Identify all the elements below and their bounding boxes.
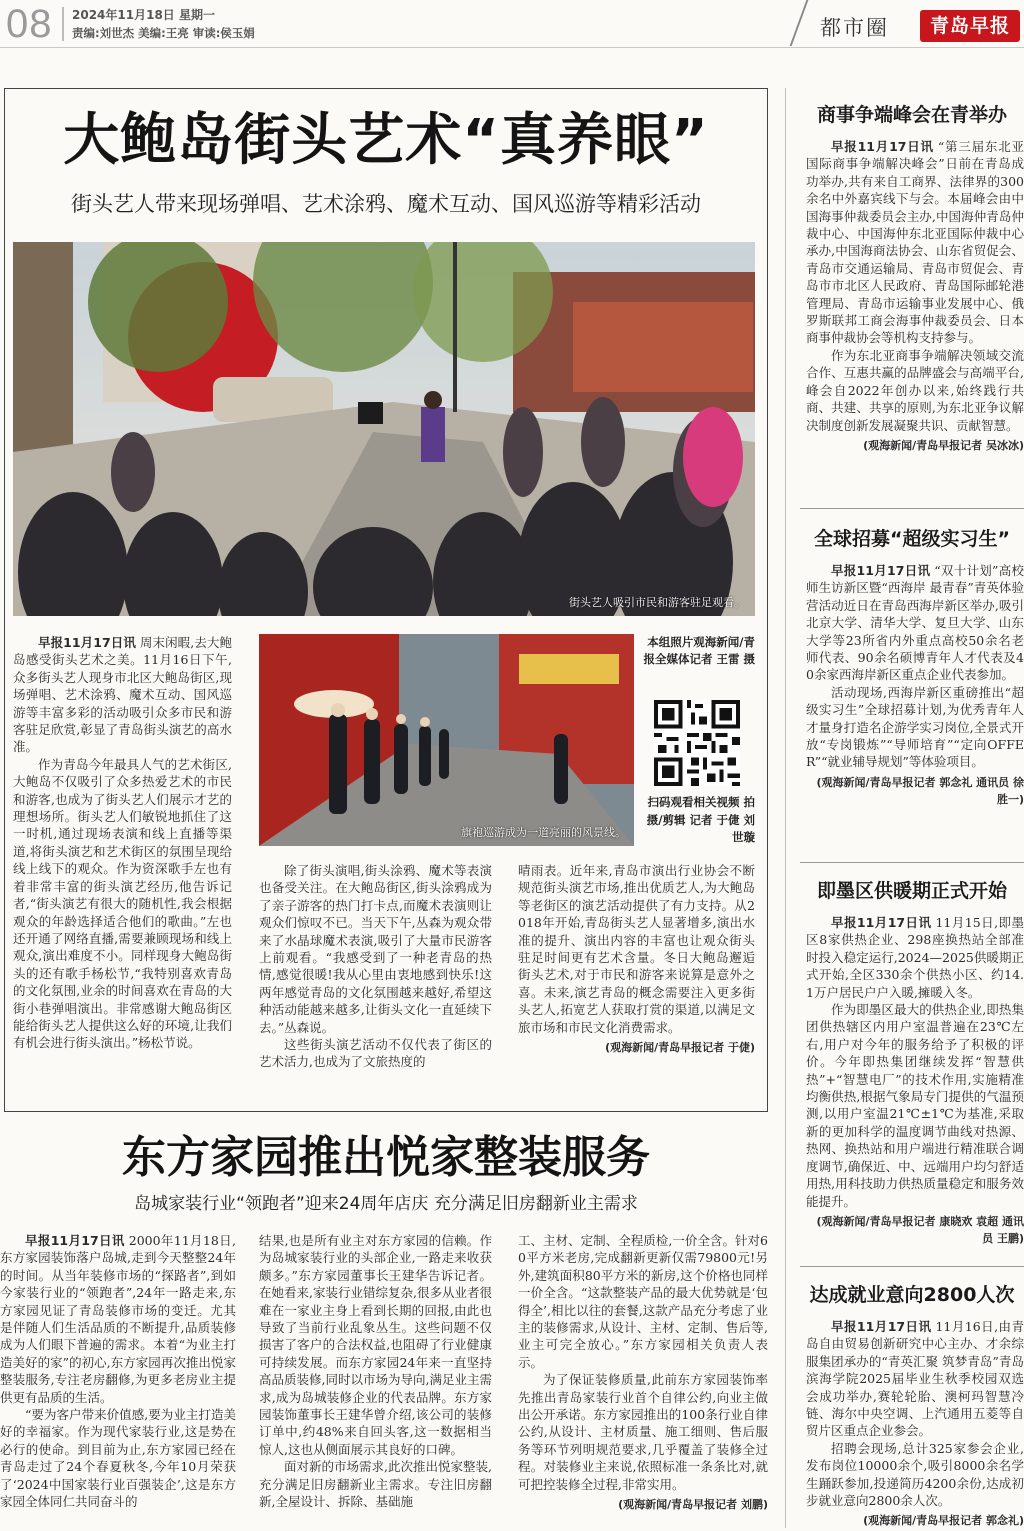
second-col2: 结果,也是所有业主对东方家园的信赖。作为岛城家装行业的头部企业,一路走来收获颇多。”东方家园董事长王建华告诉记者。在她看来,家装行业错综复杂,很多从业者很难在一家业主身上看到长期的回报,由此也导致了当前行业乱象丛生。这些问题不仅损害了客户的合法权益,也阻碍了行业健康可持续发展。而东方家园24年来一直坚持高品质装修,同时以市场为导向,满足业主需求,成为岛城装修企业的代表品牌。东方家园装饰董事长王建华曾介绍,该公司的装修订单中,约48%来自回头客,这一数据相当惊人,这也从侧面展示其良好的口碑。 面对新的市场需求,此次推出悦家整装,充分满足旧房翻新业主需求。专注旧房翻新,全屋设计、拆除、基础施 (259, 1233, 492, 1510)
sidebar-headline-3: 即墨区供暖期正式开始 (816, 880, 1007, 902)
feature-col1: 早报11月17日讯 周末闲暇,去大鲍岛感受街头艺术之美。11月16日下午,众多街头艺人现身市北区大鲍岛街区,现场弹唱、艺术涂鸦、魔术互动、国风巡游等丰富多彩的活动吸引众多市民和游客驻足欣赏,彰显了青岛街头演艺的高水准。 作为青岛今年最具人气的艺术街区,大鲍岛不仅吸引了众多热爱艺术的市民和游客,也成为了街头艺人们展示才艺的理想场所。街头艺人们敏锐地抓住了这一时机,通过现场表演和线上直播等渠道,将街头演艺和艺术街区的氛围呈现给线上线下的观众。作为资深歌手左也有着非常丰富的街头演艺经历,他告诉记者,“街头演艺有很大的随机性,我会根据观众的年龄选择适合他们的歌曲。”左也还开通了网络直播,需要兼顾现场和线上观众,演出难度不小。同样现身大鲍岛街头的还有歌手杨松节,“我特别喜欢青岛的文化氛围,业余的时间喜欢在青岛的大街小巷弹唱演出。非常感谢大鲍岛街区能给街头艺人提供这么好的环境,让我们有机会进行街头演出。”杨松节说。 (13, 635, 232, 1051)
sidebar-story-3: 早报11月17日讯 11月15日,即墨区8家供热企业、298座换热站全部准时投入稳定运行,2024—2025供暖期正式开始,全区330余个供热小区、约14.1万户居民户户入暖,擁暖入冬。 作为即墨区最大的供热企业,即热集团供热辖区内用户室温普遍在23℃左右,用户对今年的服务给予了积极的评价。今年即热集团继续发挥“智慧供热”+“智慧电厂”的技术作用,实施精准均衡供热,根据气象局专门提供的气温预测,以用户室温21℃±1℃为基准,采取新的更加科学的温度调节曲线对热源、热网、换热站和用户端进行精准联合调度调节,确保近、中、远端用户均匀舒适用热,用科技助力供热质量稳定和服务效能提升。 (观海新闻/青岛早报记者 康晓欢 袁超 通讯员 王鹏) (806, 915, 1024, 1246)
feature-headline: 大鲍岛街头艺术“真养眼” (63, 108, 709, 173)
sidebar-headline-2: 全球招募“超级实习生” (814, 528, 1010, 550)
feature-byline: (观海新闻/青岛早报记者 于倢) (605, 1041, 755, 1055)
second-subheadline: 岛城家装行业“领跑者”迎来24周年店庆 充分满足旧房翻新业主需求 (134, 1194, 638, 1214)
issue-date: 2024年11月18日 星期一 (72, 8, 215, 22)
second-headline: 东方家园推出悦家整装服务 (122, 1132, 650, 1183)
paper-name: 青岛早报 (929, 15, 1010, 37)
feature-lead: 早报11月17日讯 (38, 635, 136, 650)
photo1-caption: 街头艺人吸引市民和游客驻足观看。 (569, 596, 745, 609)
section-name: 都市圈 (820, 16, 889, 40)
page-number: 08 (6, 2, 53, 46)
feature-col3: 晴雨表。近年来,青岛市演出行业协会不断规范街头演艺市场,推出优质艺人,为大鲍岛等老街区的演艺活动提供了有力支持。从2018年开始,青岛街头艺人显著增多,演出水准的提升、演出内容的丰富也让观众街头驻足时间更有艺术含量。冬日大鲍岛邂逅街头艺术,对于市民和游客来说算是意外之喜。未来,演艺青岛的概念需要注入更多街头艺人,拓宽艺人获取打赏的渠道,以满足文旅市场和市民文化消费需求。 (观海新闻/青岛早报记者 于倢) (518, 862, 755, 1092)
photo2-caption: 旗袍巡游成为一道亮丽的风景线。 (461, 826, 626, 839)
street-performance-photo (13, 242, 755, 616)
photo-credit: 本组照片观海新闻/青报全媒体记者 王雷 摄 (643, 635, 755, 666)
video-qr-code[interactable] (654, 700, 740, 786)
section-divider-slash (790, 0, 809, 46)
qr-caption: 扫码观看相关视频 拍摄/剪辑 记者 于倢 刘世璇 (646, 795, 755, 844)
paper-logo (920, 10, 1020, 42)
feature-subheadline: 街头艺人带来现场弹唱、艺术涂鸦、魔术互动、国风巡游等精彩活动 (71, 192, 701, 216)
editors-line: 责编:刘世杰 美编:王亮 审读:侯玉娟 (72, 26, 255, 40)
sidebar-story-2: 早报11月17日讯 “双十计划”高校师生访新区暨“西海岸 最青春”青英体验营活动近日在青岛西海岸新区举办,吸引北京大学、清华大学、复旦大学、山东大学等23所省内外重点高校50余名老师代表、90余名硕博青年人才代表及40余家西海岸新区重点企业代表参加。 活动现场,西海岸新区重磅推出“超级实习生”全球招募计划,为优秀青年人才量身打造名企游学实习岗位,全景式开放“专岗锻炼”“导师培育”“定向OFFER”“就业辅导规划”等体验项目。 (观海新闻/青岛早报记者 郭念礼 通讯员 徐胜一) (806, 563, 1024, 807)
masthead (0, 0, 1024, 50)
sidebar-headline-4: 达成就业意向2800人次 (809, 1284, 1015, 1306)
sidebar-story-1: 早报11月17日讯 “第三届东北亚国际商事争端解决峰会”日前在青岛成功举办,共有来自工商界、法律界的300余名中外嘉宾线下与会。本届峰会由中国海事仲裁委员会主办,中国海仲青岛仲裁中心、中国海仲东北亚国际仲裁中心承办,中国海商法协会、山东省贸促会、青岛市交通运输局、青岛市贸促会、青岛市市北区人民政府、青岛国际邮轮港管理局、青岛市运输事业发展中心、俄罗斯联邦工商会海事仲裁委员会、日本商事仲裁协会等机构支持参与。 作为东北亚商事争端解决领域交流合作、互惠共赢的品牌盛会与高端平台,峰会自2022年创办以来,始终践行共商、共建、共享的原则,为东北亚争议解决制度创新发展凝聚共识、贡献智慧。 (观海新闻/青岛早报记者 吴冰冰) (806, 139, 1024, 452)
sidebar-divider (785, 88, 786, 1528)
second-byline: (观海新闻/青岛早报记者 刘鹏) (618, 1498, 768, 1512)
qipao-parade-photo (259, 634, 634, 846)
feature-col2: 除了街头演唱,街头涂鸦、魔术等表演也备受关注。在大鲍岛街区,街头涂鸦成为了亲子游客的热门打卡点,而魔术表演则让观众们惊叹不已。当天下午,丛森为观众带来了水晶球魔术表演,吸引了大量市民游客上前观看。“我感受到了一种老青岛的热情,感觉很暖!我从心里由衷地感到快乐!这两年感觉青岛的文化氛围越来越好,希望这种活动能越来越多,让街头文化一直延续下去。”丛森说。 这些街头演艺活动不仅代表了街区的艺术活力,也成为了文旅热度的 (259, 863, 492, 1070)
sidebar-headline-1: 商事争端峰会在青举办 (816, 104, 1007, 126)
sidebar-story-4: 早报11月17日讯 11月16日,由青岛自由贸易创新研究中心主办、才余综服集团承办的“青英汇聚 筑梦青岛”青岛滨海学院2025届毕业生秋季校园双选会成功举办,赛轮轮胎、澳柯玛智慧冷链、海尔中央空调、上汽通用五菱等自贸片区重点企业参会。 招聘会现场,总计325家参会企业,发布岗位10000余个,吸引8000余名学生踊跃参加,投递简历4200余份,达成初步就业意向2800余人次。 (观海新闻/青岛早报记者 郭念礼) (806, 1319, 1024, 1528)
second-col1: 早报11月17日讯 2000年11月18日,东方家园装饰落户岛城,走到今天整整24年的时间。从当年装修市场的“探路者”,到如今家装行业的“领跑者”,24年一路走来,东方家园见证了青岛装修市场的变迁。尤其是伴随人们生活品质的不断提升,品质装修成为人们眼下普遍的需求。本着“为业主打造美好的家”的初心,东方家园再次推出悦家整装服务,专注老房翻修,为更多老房业主提供更有品质的生活。 “要为客户带来价值感,要为业主打造美好的幸福家。作为现代家装行业,这是势在必行的使命。到目前为止,东方家园已经在青岛走过了24个春夏秋冬,今年10月荣获了‘2024中国家装行业百强装企’,这是东方家园全体同仁共同奋斗的 (0, 1233, 236, 1510)
second-col3: 工、主材、定制、全程质检,一价全含。针对60平方米老房,完成翻新更新仅需79800元!另外,建筑面积80平方米的新房,这个价格也同样一价全含。“这款整装产品的最大优势就是‘包得全’,相比以往的套餐,这款产品充分考虑了业主的装修需求,从设计、主材、定制、售后等,业主可完全放心。”东方家园相关负责人表示。 为了保证装修质量,此前东方家园装饰率先推出青岛家装行业首个自律公约,向业主做出公开承诺。东方家园推出的100条行业自律公约,从设计、主材质量、施工细则、售后服务等环节列明规范要求,几乎覆盖了装修全过程。对装修业主来说,依照标准一条条比对,就可把控装修全过程,非常实用。 (观海新闻/青岛早报记者 刘鹏) (518, 1232, 768, 1528)
